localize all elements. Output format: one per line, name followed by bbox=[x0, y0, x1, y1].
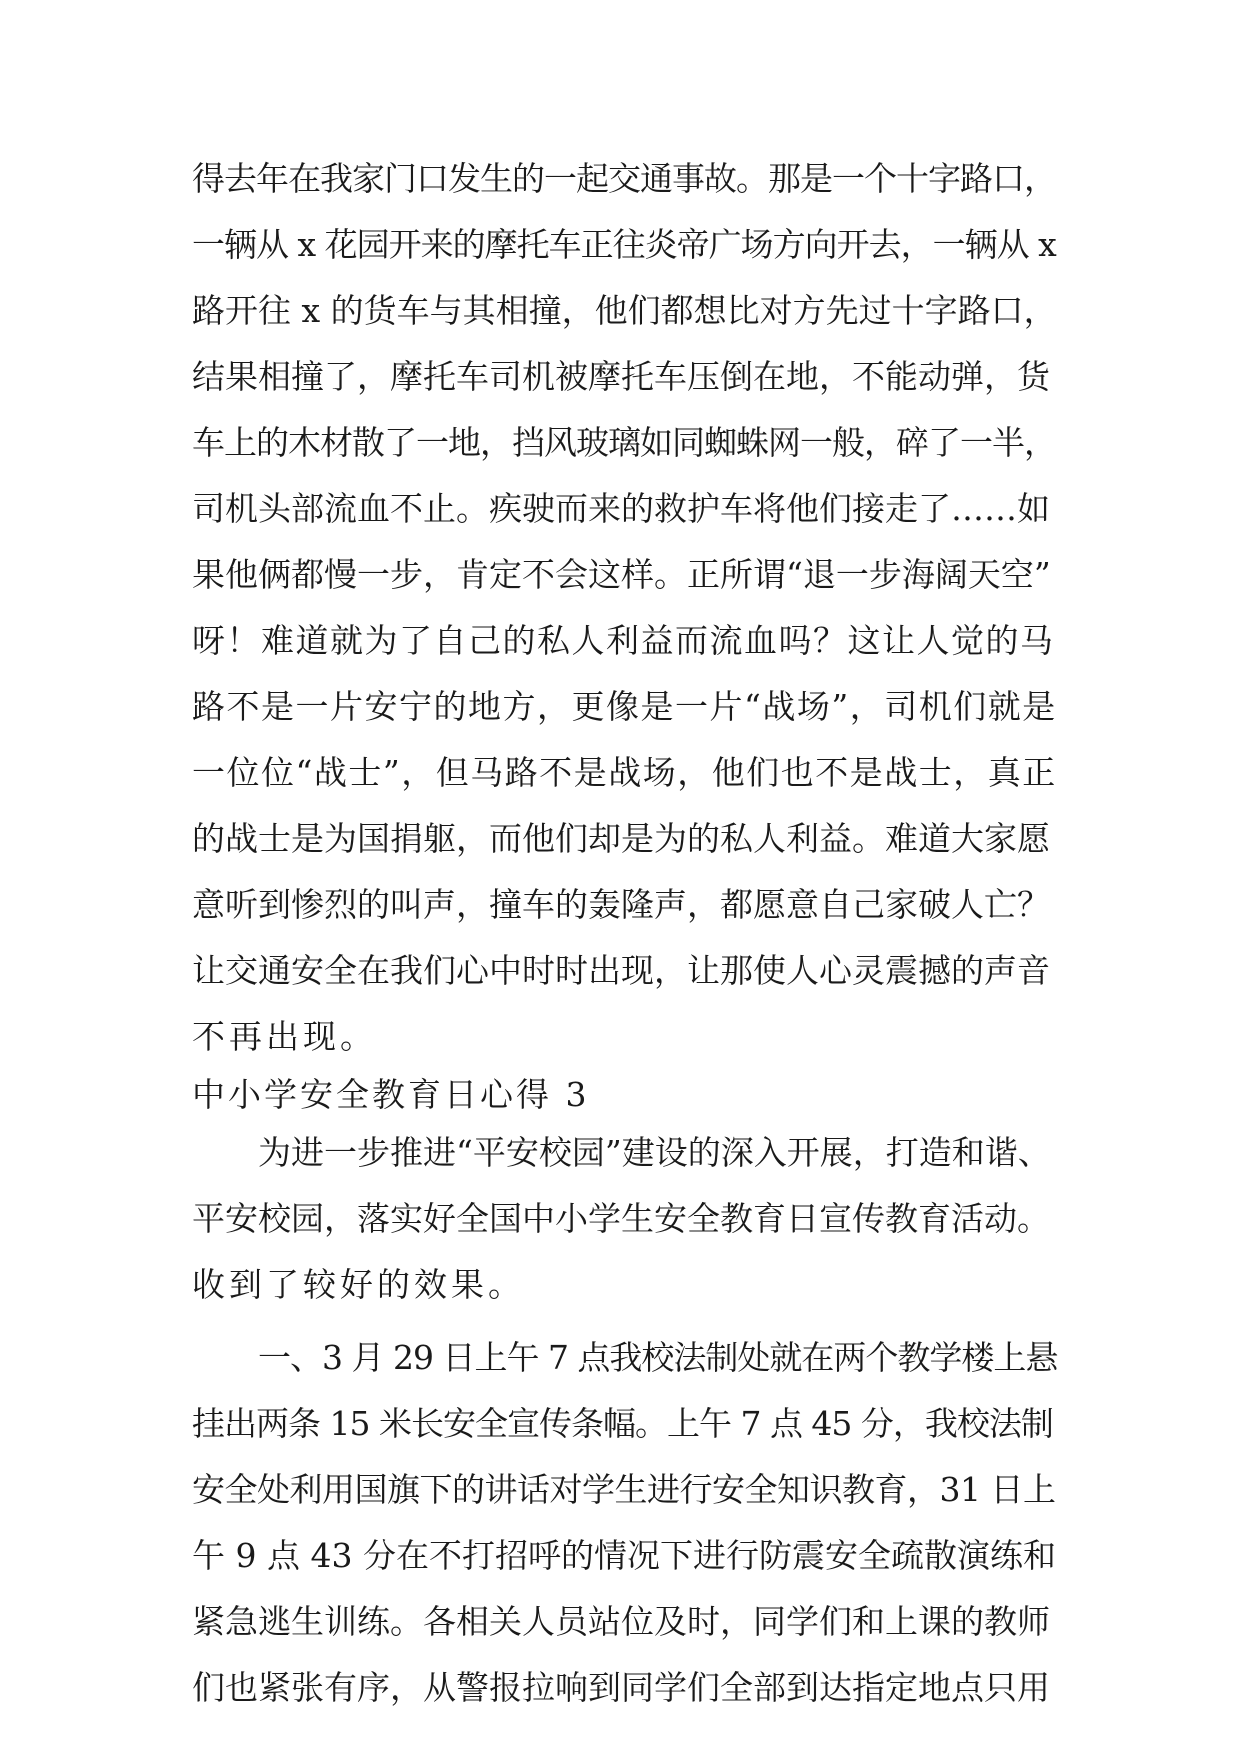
body-text-line: 的战士是为国捐躯，而他们却是为的私人利益。难道大家愿 bbox=[192, 819, 1050, 858]
body-text-line: 午 9 点 43 分在不打招呼的情况下进行防震安全疏散演练和 bbox=[192, 1536, 1056, 1575]
section-heading: 中小学安全教育日心得 3 bbox=[192, 1075, 590, 1114]
body-text-line: 司机头部流血不止。疾驶而来的救护车将他们接走了……如 bbox=[192, 489, 1050, 528]
body-text-line: 们也紧张有序，从警报拉响到同学们全部到达指定地点只用 bbox=[192, 1668, 1050, 1707]
body-text-line: 路不是一片安宁的地方，更像是一片“战场”，司机们就是 bbox=[192, 687, 1057, 726]
body-text-line: 一辆从 x 花园开来的摩托车正往炎帝广场方向开去，一辆从 x bbox=[192, 225, 1056, 264]
body-text-line: 呀！难道就为了自己的私人利益而流血吗？这让人觉的马 bbox=[192, 621, 1055, 660]
body-text-line: 果他俩都慢一步，肯定不会这样。正所谓“退一步海阔天空” bbox=[192, 555, 1051, 594]
paragraph-first-line: 为进一步推进“平安校园”建设的深入开展，打造和谐、 bbox=[258, 1133, 1051, 1172]
body-text-line: 一位位“战士”，但马路不是战场，他们也不是战士，真正 bbox=[192, 753, 1057, 792]
paragraph-first-line: 一、3 月 29 日上午 7 点我校法制处就在两个教学楼上悬 bbox=[258, 1338, 1058, 1377]
body-text-line: 让交通安全在我们心中时时出现，让那使人心灵震撼的声音 bbox=[192, 951, 1050, 990]
body-text-line: 不再出现。 bbox=[192, 1017, 377, 1056]
body-text-line: 安全处利用国旗下的讲话对学生进行安全知识教育，31 日上 bbox=[192, 1470, 1056, 1509]
body-text-line: 得去年在我家门口发生的一起交通事故。那是一个十字路口， bbox=[192, 159, 1056, 198]
body-text-line: 挂出两条 15 米长安全宣传条幅。上午 7 点 45 分，我校法制 bbox=[192, 1404, 1053, 1443]
body-text-line: 车上的木材散了一地，挡风玻璃如同蜘蛛网一般，碎了一半， bbox=[192, 423, 1056, 462]
body-text-line: 结果相撞了，摩托车司机被摩托车压倒在地，不能动弹，货 bbox=[192, 357, 1050, 396]
body-text-line: 意听到惨烈的叫声，撞车的轰隆声，都愿意自己家破人亡？ bbox=[192, 885, 1050, 924]
body-text-line: 紧急逃生训练。各相关人员站位及时，同学们和上课的教师 bbox=[192, 1602, 1050, 1641]
body-text-line: 收到了较好的效果。 bbox=[192, 1265, 525, 1304]
body-text-line: 平安校园，落实好全国中小学生安全教育日宣传教育活动。 bbox=[192, 1199, 1050, 1238]
body-text-line: 路开往 x 的货车与其相撞，他们都想比对方先过十字路口， bbox=[192, 291, 1057, 330]
